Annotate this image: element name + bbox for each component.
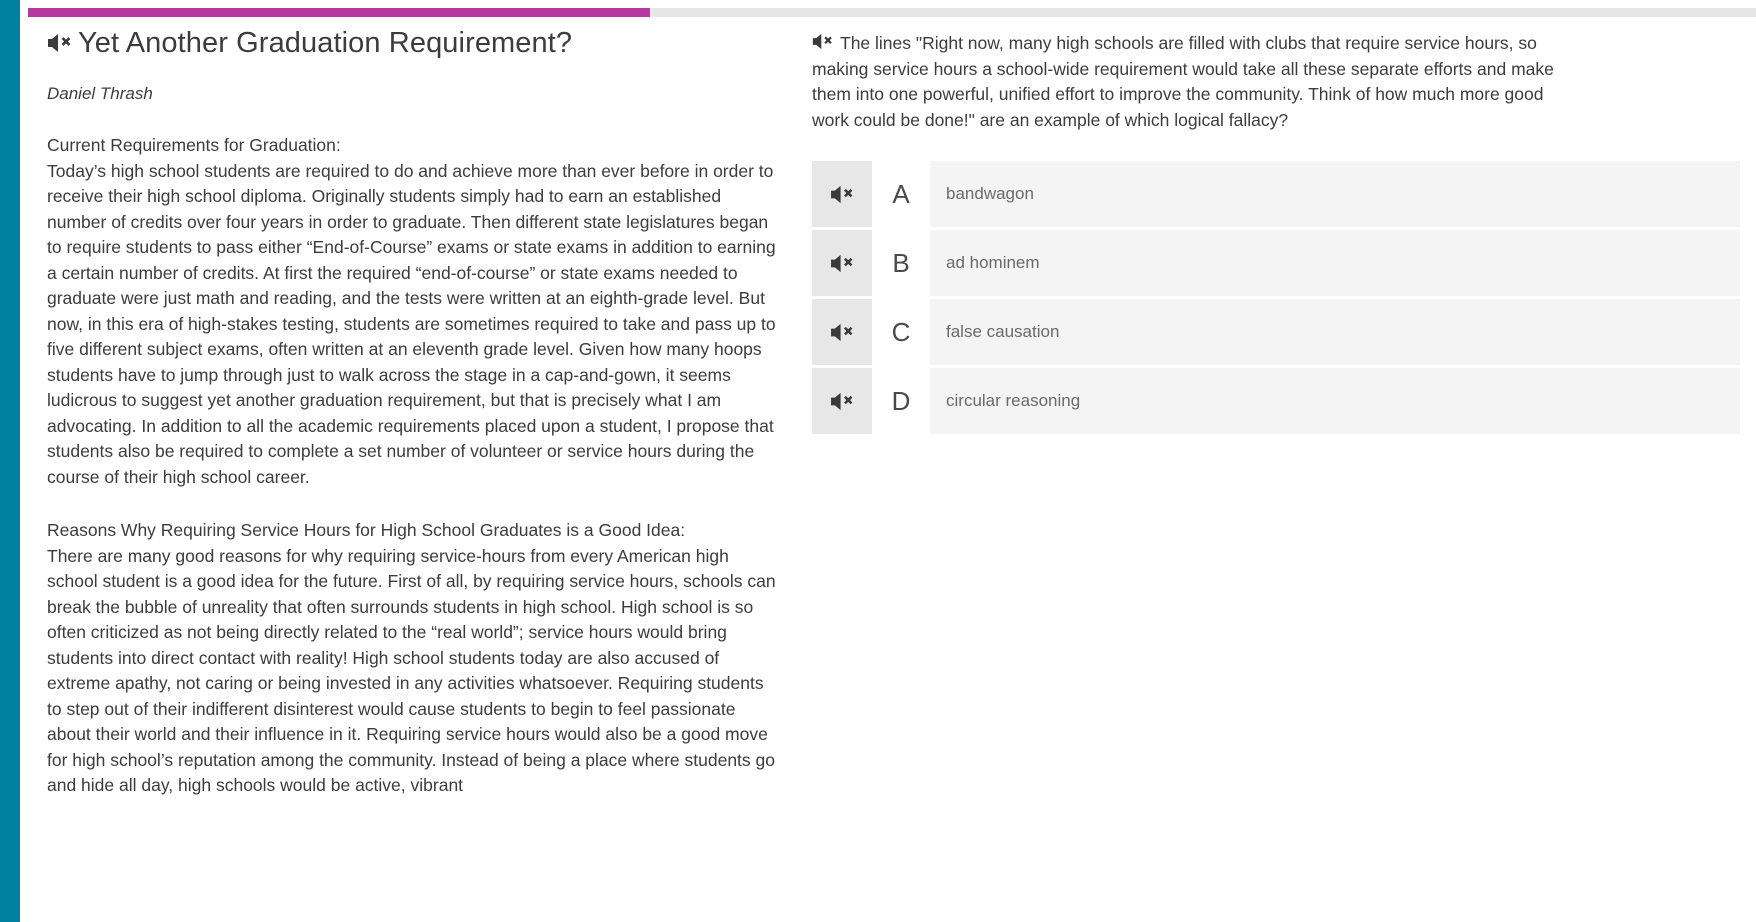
page-title [47,17,798,61]
progress-bar-track[interactable] [28,8,1756,17]
speaker-mute-icon[interactable] [830,322,855,343]
choice-b-audio-button[interactable] [812,230,872,296]
choice-d-label: circular reasoning [946,391,1081,410]
answer-choice-b[interactable] [812,230,1740,296]
choice-d-audio-button[interactable] [812,368,872,434]
question-pane [812,17,1756,922]
choice-b-letter: B [872,230,930,296]
choice-c-label: false causation [946,322,1060,341]
question-stem-text: The lines "Right now, many high schools are filled with clubs that require service hours, so making service hours a school-wide requirement would take all these separate efforts and make them into one powerful, unified effort to improve the community. Think of how much more good work could be done!" are an example of which logical fallacy? [812,33,1554,130]
passage-pane[interactable] [20,17,810,922]
speaker-mute-icon[interactable] [830,391,855,412]
speaker-mute-icon[interactable] [830,253,855,274]
passage-paragraph-2 [47,518,783,799]
passage-paragraph-1-heading: Current Requirements for Graduation: [47,135,341,155]
choice-d-letter: D [872,368,930,434]
speaker-mute-icon[interactable] [830,184,855,205]
speaker-mute-icon[interactable] [47,32,73,54]
answer-choice-d[interactable] [812,368,1740,434]
choice-c-letter: C [872,299,930,365]
speaker-mute-icon[interactable] [812,32,834,51]
choice-a-label: bandwagon [946,184,1034,203]
passage-paragraph-1 [47,133,783,490]
passage-byline: Daniel Thrash [47,84,153,103]
left-accent-rail [0,0,20,922]
answer-choice-list [812,161,1740,434]
passage-paragraph-2-body: There are many good reasons for why requiring service-hours from every American high school student is a good idea for the future. First of all, by requiring service hours, schools can break the bubble of unreality that often surrounds students in high school. High school is so often criticized as not being directly related to the “real world”; service hours would bring students into direct contact with reality! High school students today are also accused of extreme apathy, not caring or being invested in any activities whatsoever. Requiring students to step out of their indifferent disinterest would cause students to begin to feel passionate about their world and their influence in it. Requiring service hours would also be a good move for high school’s reputation among the community. Instead of being a place where students go and hide all day, high schools would be active, vibrant [47,545,776,795]
choice-c-audio-button[interactable] [812,299,872,365]
progress-bar-fill [28,8,650,17]
choice-a-audio-button[interactable] [812,161,872,227]
choice-a-letter: A [872,161,930,227]
answer-choice-c[interactable] [812,299,1740,365]
passage-title-text: Yet Another Graduation Requirement? [78,27,573,59]
passage-paragraph-2-heading: Reasons Why Requiring Service Hours for High School Graduates is a Good Idea: [47,520,686,540]
choice-b-label: ad hominem [946,253,1040,272]
answer-choice-a[interactable] [812,161,1740,227]
question-stem [812,17,1624,133]
passage-paragraph-1-body: Today’s high school students are required to do and achieve more than ever before in order to receive their high school diploma. Originally students simply had to earn an established number of credits over four years in order to graduate. Then different state legislatures began to require students to pass either “End-of-Course” exams or state exams in addition to earning a certain number of credits. At first the required “end-of-course” or state exams needed to graduate were just math and reading, and the tests were written at an eighth-grade level. But now, in this era of high-stakes testing, students are sometimes required to take and pass up to five different subject exams, often written at an eleventh grade level. Given how many hoops students have to jump through just to walk across the stage in a cap-and-gown, it seems ludicrous to suggest yet another graduation requirement, but that is precisely what I am advocating. In addition to all the academic requirements placed upon a student, I propose that students also be required to complete a set number of volunteer or service hours during the course of their high school career. [47,160,776,487]
